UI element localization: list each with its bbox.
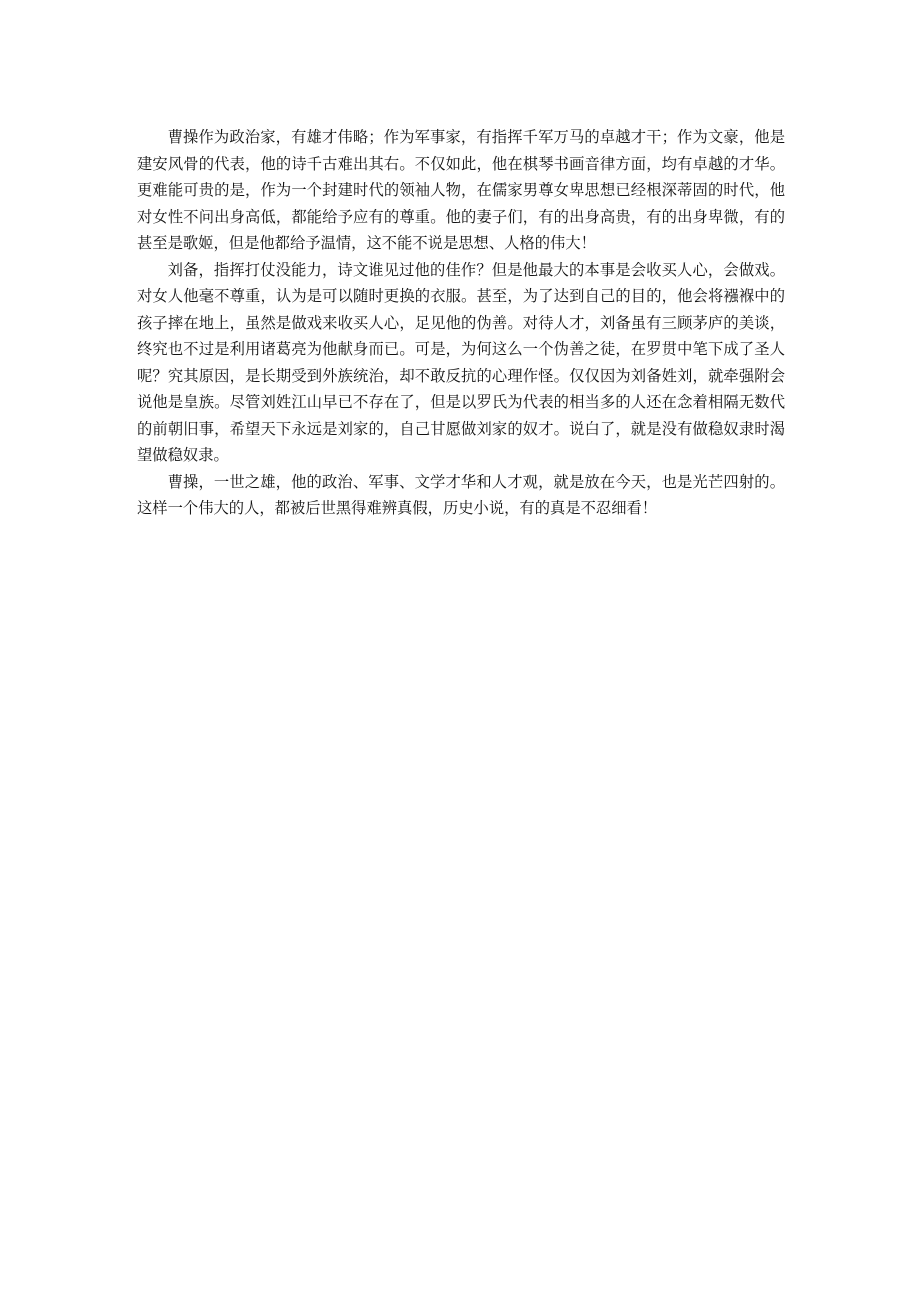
document-body	[137, 124, 785, 522]
paragraph-liu-bei-critique: 刘备，指挥打仗没能力，诗文谁见过他的佳作？但是他最大的本事是会收买人心，会做戏。对女人他毫不尊重，认为是可以随时更换的衣服。甚至，为了达到自己的目的，他会将襁褓中的孩子摔在地上，虽然是做戏来收买人心，足见他的伪善。对待人才，刘备虽有三顾茅庐的美谈，终究也不过是利用诸葛亮为他献身而已。可是，为何这么一个伪善之徒，在罗贯中笔下成了圣人呢？究其原因，是长期受到外族统治，却不敢反抗的心理作怪。仅仅因为刘备姓刘，就牵强附会说他是皇族。尽管刘姓江山早已不存在了，但是以罗氏为代表的相当多的人还在念着相隔无数代的前朝旧事，希望天下永远是刘家的，自己甘愿做刘家的奴才。说白了，就是没有做稳奴隶时渴望做稳奴隶。	[137, 260, 785, 464]
paragraph-conclusion: 曹操，一世之雄，他的政治、军事、文学才华和人才观，就是放在今天，也是光芒四射的。这样一个伟大的人，都被后世黑得难辨真假，历史小说，有的真是不忍细看！	[137, 472, 785, 517]
paragraph-cao-cao-praise: 曹操作为政治家，有雄才伟略；作为军事家，有指挥千军万马的卓越才干；作为文豪，他是建安风骨的代表，他的诗千古难出其右。不仅如此，他在棋琴书画音律方面，均有卓越的才华。更难能可贵的是，作为一个封建时代的领袖人物，在儒家男尊女卑思想已经根深蒂固的时代，他对女性不问出身高低，都能给予应有的尊重。他的妻子们，有的出身高贵，有的出身卑微，有的甚至是歌姬，但是他都给予温情，这不能不说是思想、人格的伟大！	[137, 128, 785, 252]
